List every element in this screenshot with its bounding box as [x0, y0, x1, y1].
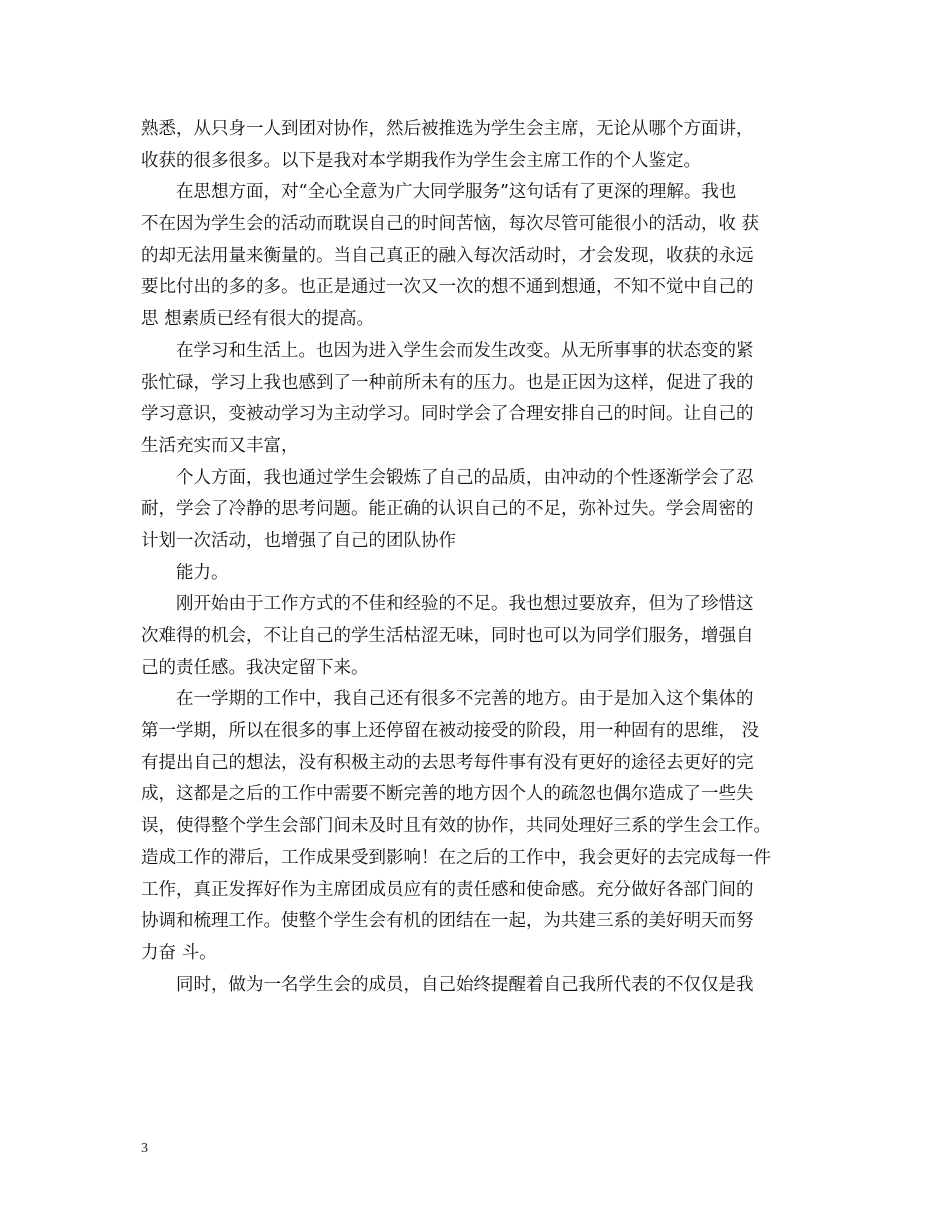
text-line: 次难得的机会，不让自己的学生活枯涩无味，同时也可以为同学们服务，增强自: [141, 626, 754, 646]
text-line: 张忙碌，学习上我也感到了一种前所未有的压力。也是正因为这样，促进了我的: [141, 372, 754, 393]
text-line: 收获的很多很多。以下是我对本学期我作为学生会主席工作的个人鉴定。: [141, 150, 701, 171]
paragraph-start-line: 在一学期的工作中，我自己还有很多不完善的地方。由于是加入这个集体的: [176, 689, 754, 710]
paragraph-start-line: 能力。: [176, 562, 229, 583]
text-line: 协调和梳理工作。使整个学生会有机的团结在一起，为共建三系的美好明天而努: [141, 911, 754, 932]
text-line: 思 想素质已经有很大的提高。: [141, 309, 375, 330]
text-line: 造成工作的滞后，工作成果受到影响！在之后的工作中，我会更好的去完成每一件: [141, 847, 771, 868]
text-line: 熟悉，从只身一人到团对协作，然后被推选为学生会主席，无论从哪个方面讲，: [141, 119, 754, 139]
text-line: 不在因为学生会的活动而耽误自己的时间苦恼，每次尽管可能很小的活动，收 获: [141, 214, 760, 235]
text-line: 有提出自己的想法，没有积极主动的去思考每件事有没有更好的途径去更好的完: [141, 752, 754, 773]
text-line: 的却无法用量来衡量的。当自己真正的融入每次活动时，才会发现，收获的永远: [141, 245, 754, 266]
text-line: 生活充实而又丰富，: [141, 435, 299, 456]
text-line: 力奋 斗。: [141, 942, 217, 963]
text-line: 计划一次活动，也增强了自己的团队协作: [141, 530, 456, 551]
text-line: 第一学期，所以在很多的事上还停留在被动接受的阶段，用一种固有的思维， 没: [141, 721, 760, 742]
paragraph-start-line: 个人方面，我也通过学生会锻炼了自己的品质，由冲动的个性逐渐学会了忍: [176, 467, 754, 488]
text-line: 耐，学会了冷静的思考问题。能正确的认识自己的不足，弥补过失。学会周密的: [141, 499, 754, 520]
text-line: 误，使得整个学生会部门间未及时且有效的协作，共同处理好三系的学生会工作。: [141, 816, 771, 837]
text-line: 要比付出的多的多。也正是通过一次又一次的想不通到想通，不知不觉中自己的: [141, 277, 754, 298]
text-line: 己的责任感。我决定留下来。: [141, 657, 369, 678]
page-number: 3: [141, 1141, 148, 1156]
document-body: [141, 114, 831, 1001]
text-line: 成，这都是之后的工作中需要不断完善的地方因个人的疏忽也偶尔造成了一些失: [141, 784, 754, 805]
paragraph-start-line: 在学习和生活上。也因为进入学生会而发生改变。从无所事事的状态变的紧: [176, 340, 754, 361]
text-line: 学习意识，变被动学习为主动学习。同时学会了合理安排自己的时间。让自己的: [141, 404, 754, 425]
paragraph-start-line: 刚开始由于工作方式的不佳和经验的不足。我也想过要放弃，但为了珍惜这: [176, 594, 754, 615]
paragraph-start-line: 同时，做为一名学生会的成员，自己始终提醒着自己我所代表的不仅仅是我: [176, 974, 754, 995]
paragraph-start-line: 在思想方面，对“全心全意为广大同学服务”这句话有了更深的理解。我也: [176, 182, 737, 203]
text-line: 工作，真正发挥好作为主席团成员应有的责任感和使命感。充分做好各部门间的: [141, 879, 754, 900]
